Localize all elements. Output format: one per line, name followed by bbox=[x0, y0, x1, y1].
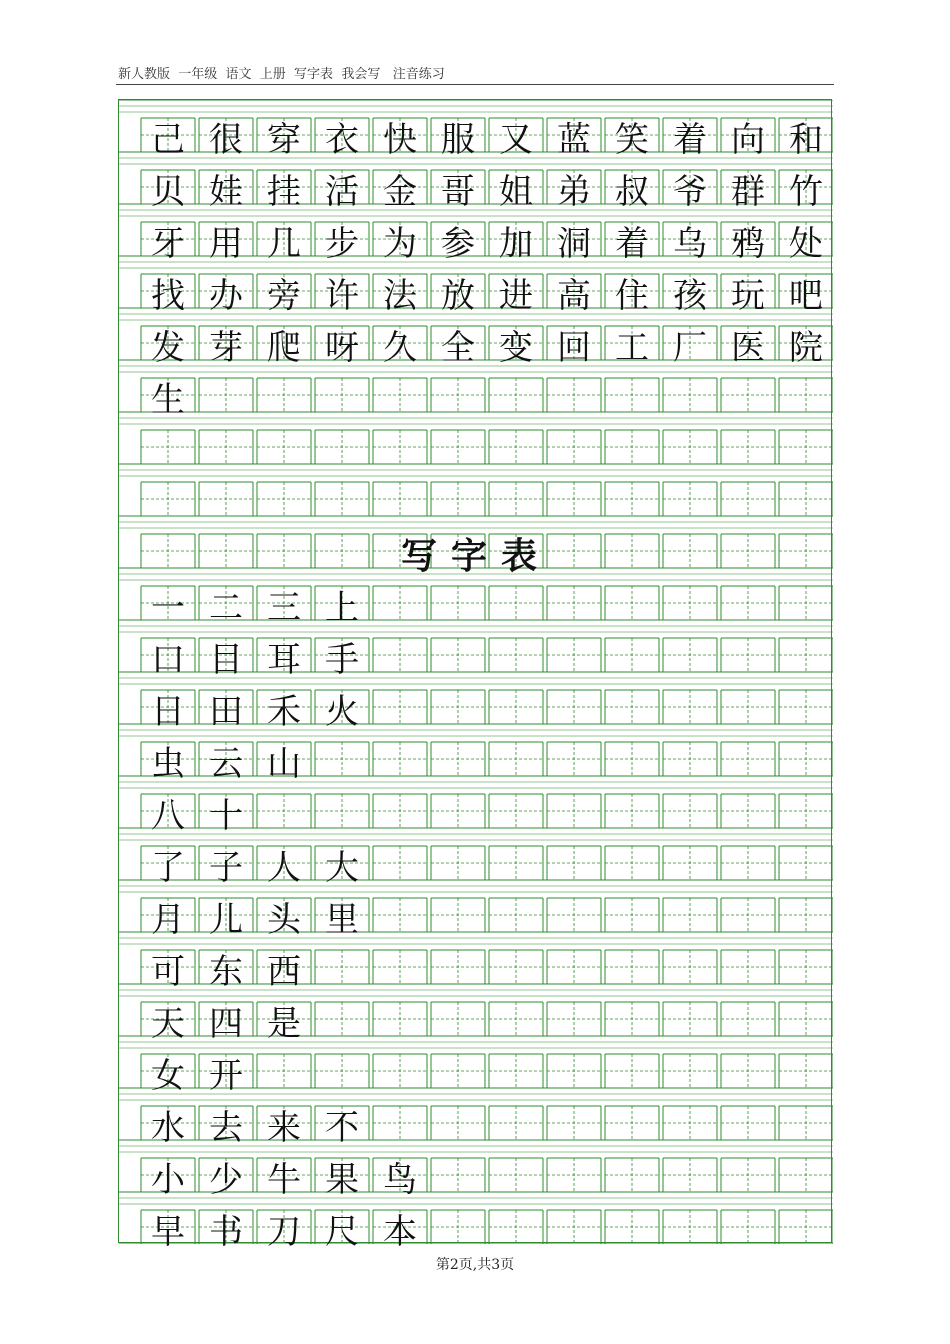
page-header: 新人教版 一年级 语文 上册 写字表 我会写 注音练习 bbox=[118, 67, 445, 82]
recognize-character: 姐 bbox=[499, 172, 533, 212]
recognize-character: 找 bbox=[151, 276, 185, 316]
page-footer: 第2页,共3页 bbox=[435, 1257, 515, 1273]
recognize-character: 蓝 bbox=[557, 120, 591, 160]
recognize-character: 加 bbox=[499, 224, 533, 264]
write-character: 人 bbox=[267, 848, 301, 888]
write-character: 女 bbox=[151, 1056, 185, 1096]
recognize-character: 笑 bbox=[615, 120, 649, 160]
recognize-character: 生 bbox=[151, 380, 185, 420]
recognize-character: 服 bbox=[441, 120, 475, 160]
recognize-character: 高 bbox=[557, 276, 591, 316]
recognize-character: 变 bbox=[499, 328, 533, 368]
write-character: 火 bbox=[325, 692, 359, 732]
write-row bbox=[119, 582, 833, 634]
write-character: 鸟 bbox=[383, 1160, 417, 1200]
write-character: 八 bbox=[151, 796, 185, 836]
write-row bbox=[119, 842, 833, 894]
write-character: 尺 bbox=[325, 1212, 359, 1252]
recognize-character: 芽 bbox=[209, 328, 243, 368]
write-character: 一 bbox=[151, 588, 185, 628]
write-character: 刀 bbox=[267, 1212, 301, 1252]
write-row bbox=[119, 998, 833, 1050]
write-character: 子 bbox=[209, 848, 243, 888]
write-character: 开 bbox=[209, 1056, 243, 1096]
write-row bbox=[119, 1050, 833, 1102]
write-row bbox=[119, 1102, 833, 1154]
recognize-row bbox=[119, 166, 833, 218]
recognize-character: 又 bbox=[499, 120, 533, 160]
write-character: 二 bbox=[209, 588, 243, 628]
recognize-character: 回 bbox=[557, 328, 591, 368]
writing-grid bbox=[118, 99, 832, 1252]
recognize-character: 洞 bbox=[557, 224, 591, 264]
write-character: 口 bbox=[151, 640, 185, 680]
recognize-character: 鸦 bbox=[731, 224, 765, 264]
recognize-character: 很 bbox=[209, 120, 243, 160]
write-character: 大 bbox=[325, 848, 359, 888]
recognize-character: 爬 bbox=[267, 328, 301, 368]
write-character: 里 bbox=[325, 900, 359, 940]
recognize-character: 旁 bbox=[267, 276, 301, 316]
recognize-character: 玩 bbox=[731, 276, 765, 316]
recognize-character: 向 bbox=[731, 120, 765, 160]
write-character: 四 bbox=[209, 1004, 243, 1044]
write-character: 去 bbox=[209, 1108, 243, 1148]
recognize-character: 着 bbox=[673, 120, 707, 160]
write-row bbox=[119, 738, 833, 790]
write-character: 东 bbox=[209, 952, 243, 992]
write-character: 山 bbox=[267, 744, 301, 784]
recognize-character: 办 bbox=[209, 276, 243, 316]
recognize-row bbox=[119, 322, 833, 374]
recognize-character: 医 bbox=[731, 328, 765, 368]
write-character: 来 bbox=[267, 1108, 301, 1148]
write-character: 云 bbox=[209, 744, 243, 784]
recognize-character: 处 bbox=[789, 224, 823, 264]
recognize-character: 为 bbox=[383, 224, 417, 264]
write-character: 十 bbox=[209, 796, 243, 836]
write-character: 少 bbox=[209, 1160, 243, 1200]
recognize-character: 法 bbox=[383, 276, 417, 316]
recognize-character: 用 bbox=[209, 224, 243, 264]
recognize-character: 孩 bbox=[673, 276, 707, 316]
write-character: 田 bbox=[209, 692, 243, 732]
write-character: 小 bbox=[151, 1160, 185, 1200]
recognize-character: 牙 bbox=[151, 224, 185, 264]
write-character: 虫 bbox=[151, 744, 185, 784]
recognize-character: 许 bbox=[325, 276, 359, 316]
recognize-character: 放 bbox=[441, 276, 475, 316]
recognize-character: 叔 bbox=[615, 172, 649, 212]
write-character: 目 bbox=[209, 640, 243, 680]
recognize-row bbox=[119, 218, 833, 270]
recognize-character: 吧 bbox=[789, 276, 823, 316]
recognize-character: 挂 bbox=[267, 172, 301, 212]
recognize-character: 己 bbox=[151, 120, 185, 160]
recognize-character: 群 bbox=[731, 172, 765, 212]
write-character: 早 bbox=[151, 1212, 185, 1252]
write-character: 天 bbox=[151, 1004, 185, 1044]
write-row bbox=[119, 790, 833, 842]
write-character: 耳 bbox=[267, 640, 301, 680]
write-row bbox=[119, 1154, 833, 1206]
write-character: 可 bbox=[151, 952, 185, 992]
write-character: 书 bbox=[209, 1212, 243, 1252]
recognize-character: 和 bbox=[789, 120, 823, 160]
recognize-character: 呀 bbox=[325, 328, 359, 368]
recognize-character: 全 bbox=[441, 328, 475, 368]
recognize-character: 步 bbox=[325, 224, 359, 264]
recognize-character: 厂 bbox=[673, 328, 707, 368]
write-character: 儿 bbox=[209, 900, 243, 940]
recognize-character: 工 bbox=[615, 328, 649, 368]
write-character: 了 bbox=[151, 848, 185, 888]
write-character: 三 bbox=[267, 588, 301, 628]
write-character: 头 bbox=[267, 900, 301, 940]
recognize-row bbox=[119, 114, 833, 166]
write-character: 上 bbox=[325, 588, 359, 628]
header-rule bbox=[116, 84, 834, 85]
recognize-row bbox=[119, 374, 833, 426]
write-character: 禾 bbox=[267, 692, 301, 732]
recognize-character: 竹 bbox=[789, 172, 823, 212]
write-character: 本 bbox=[383, 1212, 417, 1252]
write-character: 西 bbox=[267, 952, 301, 992]
recognize-character: 着 bbox=[615, 224, 649, 264]
write-character: 不 bbox=[325, 1108, 359, 1148]
recognize-character: 衣 bbox=[325, 120, 359, 160]
write-character: 牛 bbox=[267, 1160, 301, 1200]
write-row bbox=[119, 946, 833, 998]
recognize-character: 穿 bbox=[267, 120, 301, 160]
recognize-character: 贝 bbox=[151, 172, 185, 212]
recognize-character: 院 bbox=[789, 328, 823, 368]
recognize-character: 住 bbox=[615, 276, 649, 316]
recognize-character: 参 bbox=[441, 224, 475, 264]
write-character: 日 bbox=[151, 692, 185, 732]
recognize-character: 进 bbox=[499, 276, 533, 316]
recognize-character: 娃 bbox=[209, 172, 243, 212]
write-character: 果 bbox=[325, 1160, 359, 1200]
recognize-character: 弟 bbox=[557, 172, 591, 212]
write-row bbox=[119, 894, 833, 946]
write-character: 月 bbox=[151, 900, 185, 940]
recognize-character: 金 bbox=[383, 172, 417, 212]
write-row bbox=[119, 634, 833, 686]
recognize-character: 乌 bbox=[673, 224, 707, 264]
recognize-character: 几 bbox=[267, 224, 301, 264]
write-character: 手 bbox=[325, 640, 359, 680]
write-row bbox=[119, 1206, 833, 1258]
recognize-character: 爷 bbox=[673, 172, 707, 212]
recognize-character: 发 bbox=[151, 328, 185, 368]
recognize-character: 哥 bbox=[441, 172, 475, 212]
write-character: 是 bbox=[267, 1004, 301, 1044]
write-table-title: 写字表 bbox=[400, 535, 551, 577]
recognize-character: 久 bbox=[383, 328, 417, 368]
recognize-character: 快 bbox=[383, 120, 417, 160]
write-row bbox=[119, 686, 833, 738]
recognize-character: 活 bbox=[325, 172, 359, 212]
write-character: 水 bbox=[151, 1108, 185, 1148]
recognize-row bbox=[119, 270, 833, 322]
